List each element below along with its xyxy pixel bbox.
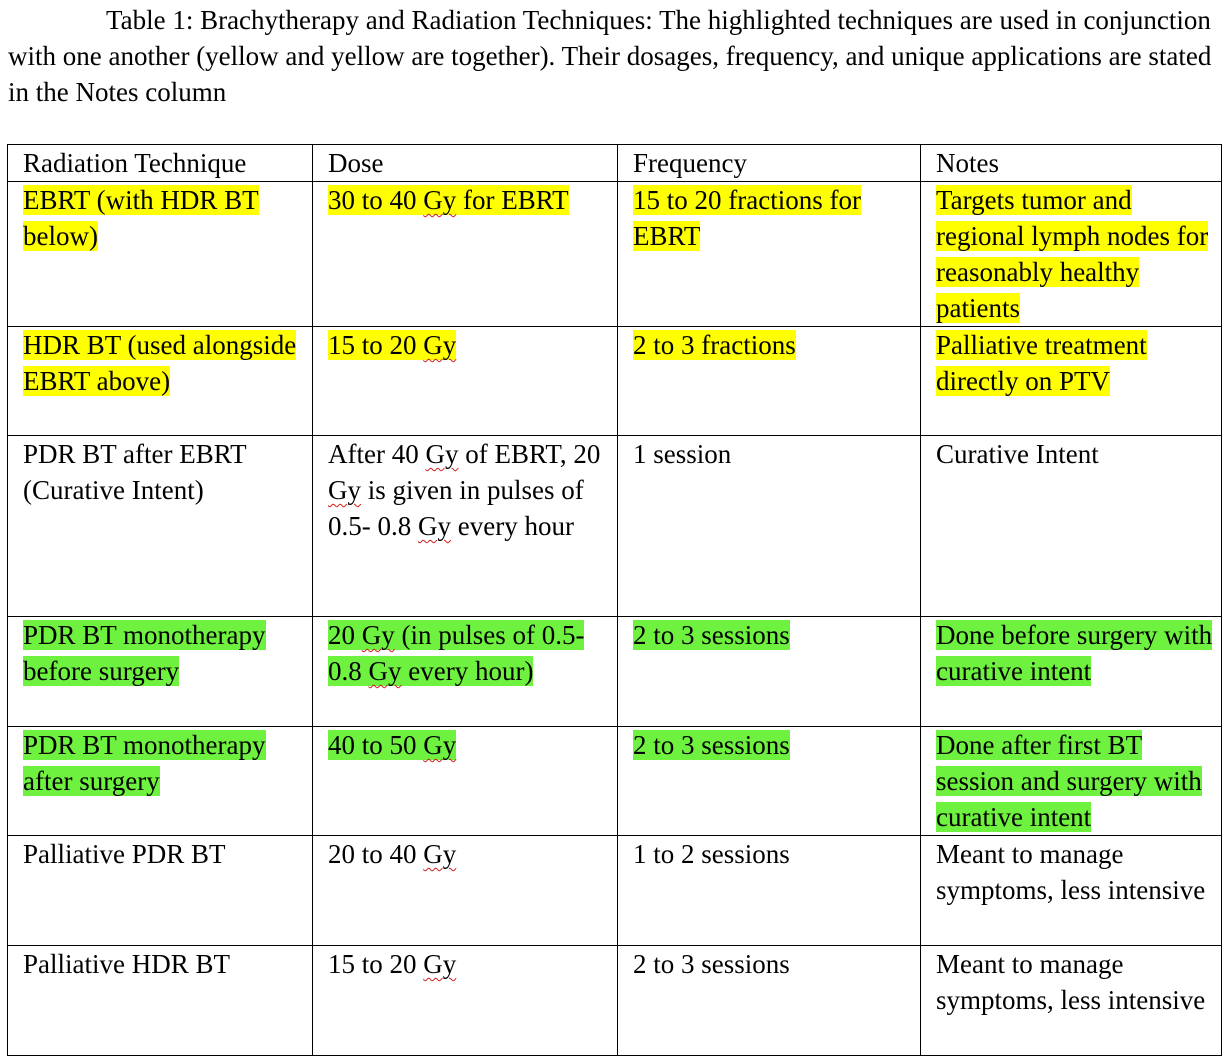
techniques-table	[7, 144, 1222, 1056]
table-row	[8, 327, 1222, 436]
technique-cell: PDR BT monotherapy after surgery	[8, 727, 313, 836]
dose-cell: 15 to 20 Gy	[313, 946, 618, 1056]
notes-cell: Done before surgery with curative intent	[921, 617, 1222, 727]
table-header-row	[8, 145, 1222, 182]
dose-cell: 15 to 20 Gy	[313, 327, 618, 436]
table-row	[8, 727, 1222, 836]
table-row	[8, 617, 1222, 727]
dose-cell: 30 to 40 Gy for EBRT	[313, 182, 618, 327]
technique-cell: EBRT (with HDR BT below)	[8, 182, 313, 327]
spellcheck-underline: Gy	[423, 185, 457, 215]
table-row	[8, 436, 1222, 617]
table-row	[8, 182, 1222, 327]
frequency-cell: 2 to 3 fractions	[618, 327, 921, 436]
table-row	[8, 946, 1222, 1056]
header-cell-technique: Radiation Technique	[8, 145, 313, 182]
spellcheck-underline: Gy	[368, 656, 402, 686]
dose-cell: After 40 Gy of EBRT, 20 Gy is given in pulses of 0.5- 0.8 Gy every hour	[313, 436, 618, 617]
frequency-cell: 2 to 3 sessions	[618, 946, 921, 1056]
technique-cell: Palliative HDR BT	[8, 946, 313, 1056]
spellcheck-underline: Gy	[423, 330, 457, 360]
spellcheck-underline: Gy	[423, 949, 457, 979]
dose-cell: 20 to 40 Gy	[313, 836, 618, 946]
header-cell-frequency: Frequency	[618, 145, 921, 182]
dose-cell: 40 to 50 Gy	[313, 727, 618, 836]
header-cell-dose: Dose	[313, 145, 618, 182]
table-row	[8, 836, 1222, 946]
notes-cell: Meant to manage symptoms, less intensive	[921, 836, 1222, 946]
header-cell-notes: Notes	[921, 145, 1222, 182]
spellcheck-underline: Gy	[425, 439, 459, 469]
frequency-cell: 2 to 3 sessions	[618, 617, 921, 727]
notes-cell: Done after first BT session and surgery with curative intent	[921, 727, 1222, 836]
table-caption: Table 1: Brachytherapy and Radiation Techniques: The highlighted techniques are used in conjunction with one another (yellow and yellow are together). Their dosages, frequency, and unique applications are stated in the Notes column	[8, 5, 1212, 107]
notes-cell: Palliative treatment directly on PTV	[921, 327, 1222, 436]
notes-cell: Curative Intent	[921, 436, 1222, 617]
frequency-cell: 1 session	[618, 436, 921, 617]
spellcheck-underline: Gy	[423, 839, 457, 869]
frequency-cell: 15 to 20 fractions for EBRT	[618, 182, 921, 327]
dose-cell: 20 Gy (in pulses of 0.5- 0.8 Gy every hour)	[313, 617, 618, 727]
technique-cell: PDR BT monotherapy before surgery	[8, 617, 313, 727]
technique-cell: Palliative PDR BT	[8, 836, 313, 946]
notes-cell: Meant to manage symptoms, less intensive	[921, 946, 1222, 1056]
spellcheck-underline: Gy	[361, 620, 395, 650]
frequency-cell: 1 to 2 sessions	[618, 836, 921, 946]
notes-cell: Targets tumor and regional lymph nodes for reasonably healthy patients	[921, 182, 1222, 327]
spellcheck-underline: Gy	[418, 511, 451, 541]
technique-cell: PDR BT after EBRT (Curative Intent)	[8, 436, 313, 617]
technique-cell: HDR BT (used alongside EBRT above)	[8, 327, 313, 436]
frequency-cell: 2 to 3 sessions	[618, 727, 921, 836]
spellcheck-underline: Gy	[328, 475, 361, 505]
spellcheck-underline: Gy	[423, 730, 457, 760]
